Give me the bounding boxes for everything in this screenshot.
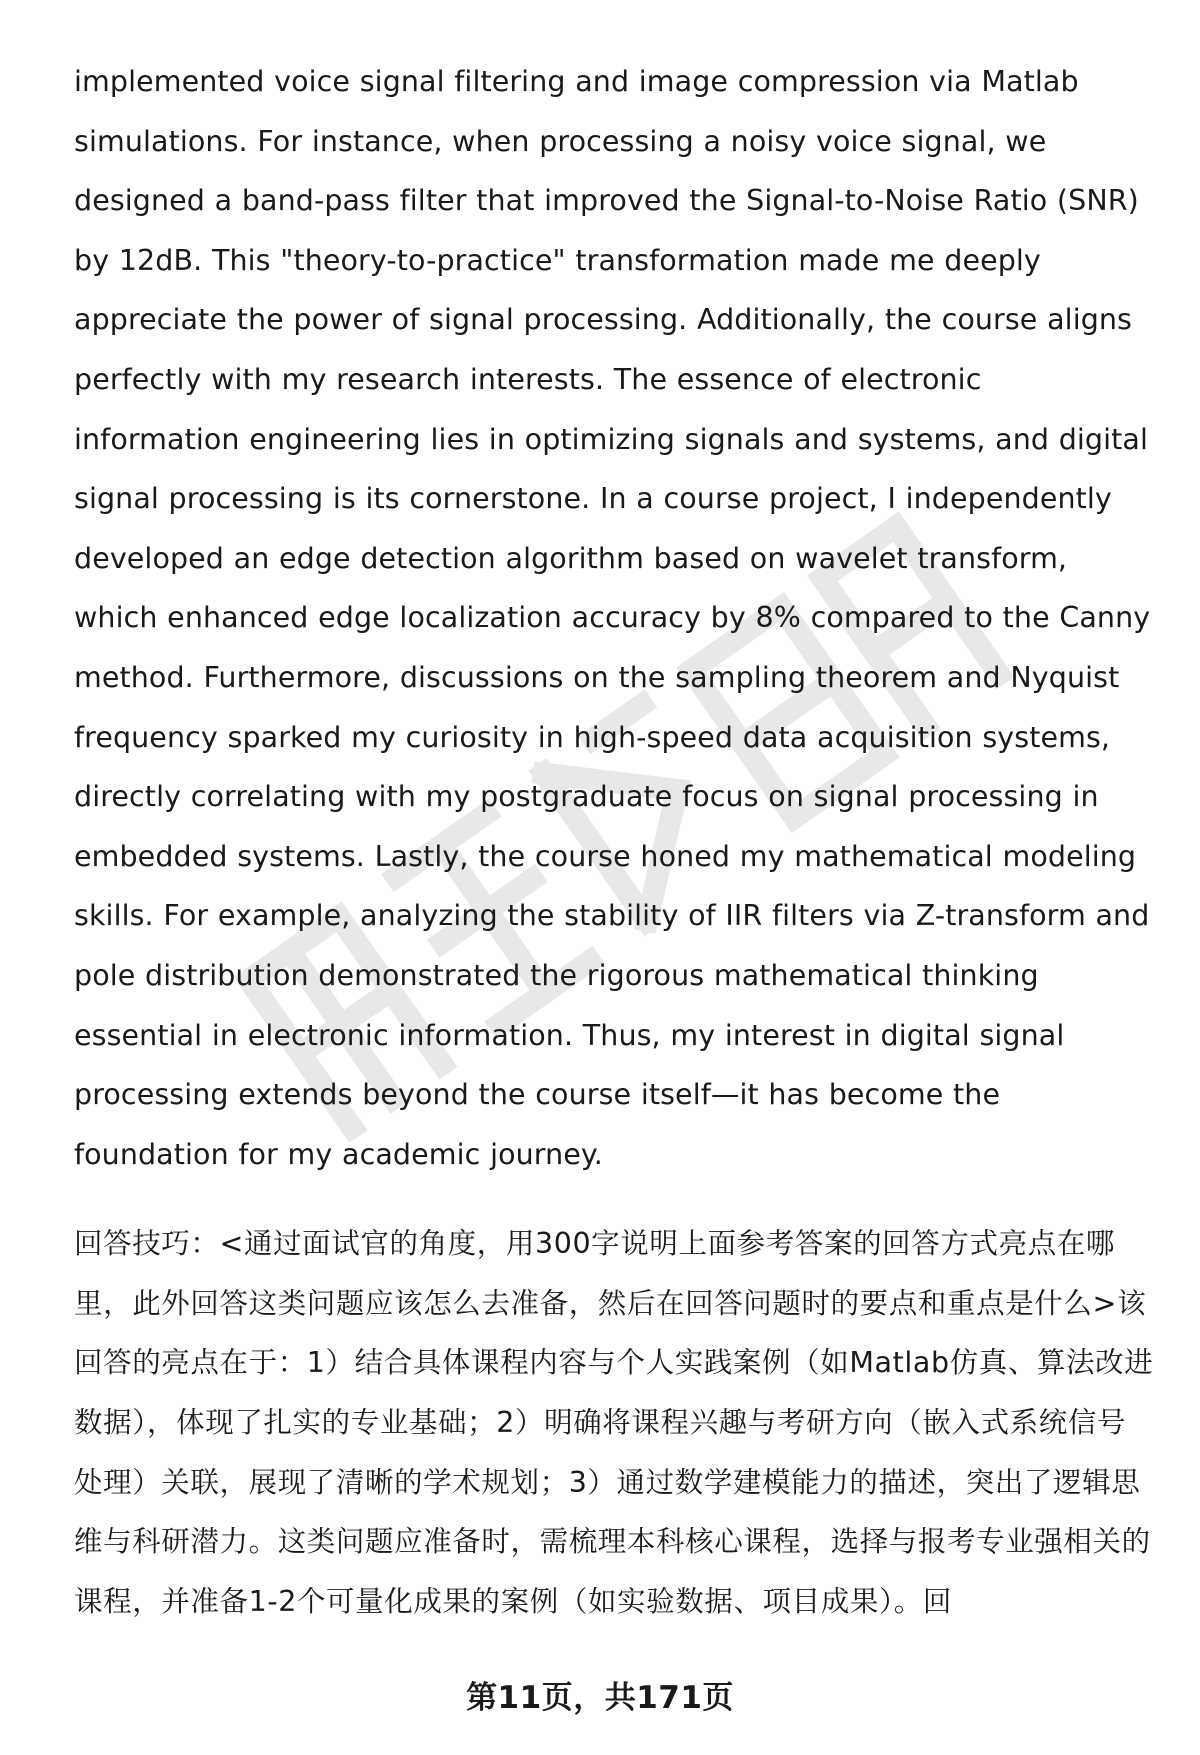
page-content bbox=[74, 52, 1154, 1631]
answer-tips-paragraph: 回答技巧：<通过面试官的角度，用300字说明上面参考答案的回答方式亮点在哪里，此外回答这类问题应该怎么去准备，然后在回答问题时的要点和重点是什么>该回答的亮点在于：1）结合具体课程内容与个人实践案例（如Matlab仿真、算法改进数据），体现了扎实的专业基础；2）明确将课程兴趣与考研方向（嵌入式系统信号处理）关联，展现了清晰的学术规划；3）通过数学建模能力的描述，突出了逻辑思维与科研潜力。这类问题应准备时，需梳理本科核心课程，选择与报考专业强相关的课程，并准备1-2个可量化成果的案例（如实验数据、项目成果）。回 bbox=[74, 1227, 1154, 1618]
page-number-footer: 第11页，共171页 bbox=[466, 1680, 734, 1716]
english-answer-paragraph: implemented voice signal filtering and image compression via Matlab simulations. For instance, when processing a noisy voice signal, we designed a band-pass filter that improved the Signal-to-Noise Ratio (SNR) by 12dB. This "theory-to-practice" transformation made me deeply appreciate the power of signal processing. Additionally, the course aligns perfectly with my research interests. The essence of electronic information engineering lies in optimizing signals and systems, and digital signal processing is its cornerstone. In a course project, I independently developed an edge detection algorithm based on wavelet transform, which enhanced edge localization accuracy by 8% compared to the Canny method. Furthermore, discussions on the sampling theorem and Nyquist frequency sparked my curiosity in high-speed data acquisition systems, directly correlating with my postgraduate focus on signal processing in embedded systems. Lastly, the course honed my mathematical modeling skills. For example, analyzing the stability of IIR filters via Z-transform and pole distribution demonstrated the rigorous mathematical thinking essential in electronic information. Thus, my interest in digital signal processing extends beyond the course itself—it has become the foundation for my academic journey. bbox=[74, 65, 1151, 1171]
